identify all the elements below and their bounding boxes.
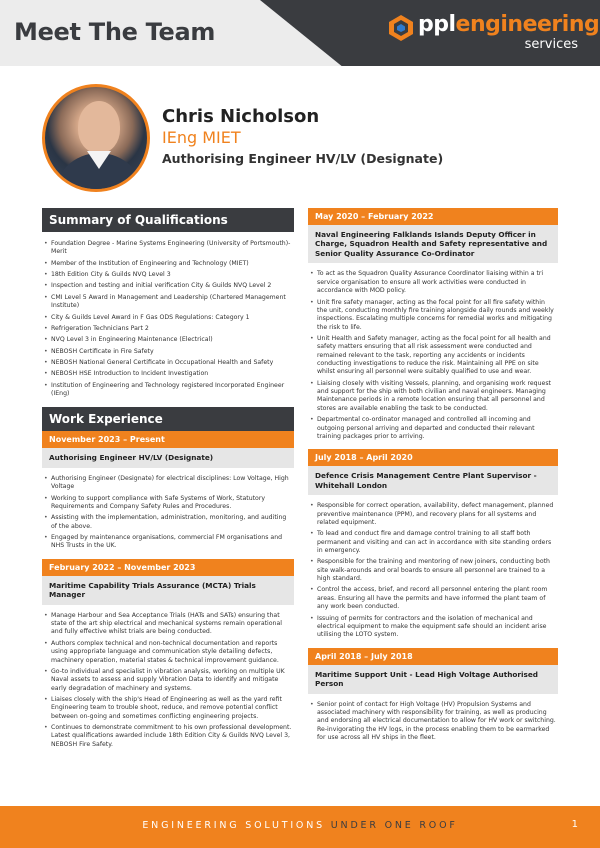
logo-services: services bbox=[524, 37, 578, 52]
list-item: • Go-to individual and specialist in vibration analysis, working on multiple UK Naval assets to assess and supply Vibration Data to identify and mitigate early degradation of machinery and systems. bbox=[42, 668, 292, 693]
list-item: • Unit fire safety manager, acting as the focal point for all fire safety within the unit, conducting monthly fire training alongside daily rounds and weekly inspections. Escalating multiple concerns for remedial works and mitigating the risk to life. bbox=[308, 299, 556, 332]
job-dates: July 2018 – April 2020 bbox=[308, 449, 558, 466]
list-item: • Refrigeration Technicians Part 2 bbox=[42, 325, 292, 333]
qualifications-list bbox=[42, 232, 294, 407]
list-item: • NEBOSH HSE Introduction to Incident Investigation bbox=[42, 370, 292, 378]
list-item: • Authors complex technical and non-technical documentation and reports using appropriate language and communication style detailing defects, machinery operation, material states & technical improvement guidance. bbox=[42, 640, 292, 665]
list-item: • Member of the Institution of Engineering and Technology (MIET) bbox=[42, 260, 292, 268]
job-duties-list bbox=[42, 468, 294, 559]
list-item: • Authorising Engineer (Designate) for electrical disciplines: Low Voltage, High Voltage bbox=[42, 475, 292, 492]
qualifications-heading: Summary of Qualifications bbox=[42, 208, 294, 232]
list-item: • CMI Level 5 Award in Management and Leadership (Chartered Management Institute) bbox=[42, 294, 292, 311]
list-item: • Senior point of contact for High Voltage (HV) Propulsion Systems and associated machinery with responsibility for training, as well as producing and endorsing all electrical documentation to allow for HV work or switching. Re-invigorating the HV logs, in the process enabling them to be earmarked for use across all HV ships in the fleet. bbox=[308, 701, 556, 743]
job-duties-list bbox=[308, 263, 558, 449]
left-column bbox=[42, 208, 294, 757]
job-duties-list bbox=[308, 495, 558, 647]
photo-head bbox=[78, 101, 120, 153]
list-item: • Assisting with the implementation, administration, monitoring, and auditing of the above. bbox=[42, 514, 292, 531]
page-title: Meet The Team bbox=[14, 18, 216, 46]
profile-role: Authorising Engineer HV/LV (Designate) bbox=[162, 151, 444, 166]
logo-wordmark bbox=[418, 12, 599, 37]
hexagon-logo-icon bbox=[388, 14, 414, 42]
list-item: • Unit Health and Safety manager, acting as the focal point for all health and safety matters ensuring that all risk assessment were conducted and remained relevant to the task, reporting any accidents or incidents conducting investigations to reduce the risk. Maintaining all PPE on site whilst ensuring all personnel were suitably qualified to use and wear. bbox=[308, 335, 556, 377]
list-item: • Liaises closely with the ship's Head of Engineering as well as the yard refit Engineering team to trouble shoot, reduce, and remove potential conflict between on-going and sometimes conflicting engineering projects. bbox=[42, 696, 292, 721]
list-item: • Issuing of permits for contractors and the isolation of mechanical and electrical equipment to make the equipment safe should an incident arise utilising the LOTO system. bbox=[308, 615, 556, 640]
list-item: • NEBOSH National General Certificate in Occupational Health and Safety bbox=[42, 359, 292, 367]
profile-name: Chris Nicholson bbox=[162, 106, 320, 127]
tagline-part-a: ENGINEERING SOLUTIONS bbox=[142, 820, 331, 831]
job-role: Naval Engineering Falklands Islands Deputy Officer in Charge, Squadron Health and Safety representative and Senior Quality Assurance Co-Ordinator bbox=[308, 225, 558, 263]
job-dates: April 2018 – July 2018 bbox=[308, 648, 558, 665]
company-logo bbox=[388, 12, 600, 56]
job-duties-list bbox=[42, 605, 294, 757]
right-column bbox=[308, 208, 558, 750]
list-item: • To act as the Squadron Quality Assurance Coordinator liaising within a tri service organisation to ensure all work activities were conducted in accordance with MOD policy. bbox=[308, 270, 556, 295]
job-role: Authorising Engineer HV/LV (Designate) bbox=[42, 448, 294, 467]
job-dates: May 2020 – February 2022 bbox=[308, 208, 558, 225]
list-item: • NVQ Level 3 in Engineering Maintenance (Electrical) bbox=[42, 336, 292, 344]
job-dates: February 2022 – November 2023 bbox=[42, 559, 294, 576]
list-item: • Engaged by maintenance organisations, commercial FM organisations and NHS Trusts in the UK. bbox=[42, 534, 292, 551]
page-footer bbox=[0, 806, 600, 848]
work-experience-heading: Work Experience bbox=[42, 407, 294, 431]
job-dates: November 2023 – Present bbox=[42, 431, 294, 448]
list-item: • Continues to demonstrate commitment to his own professional development. Latest qualifications awarded include 18th Edition City & Guilds NVQ Level 3, NEBOSH Fire Safety. bbox=[42, 724, 292, 749]
list-item: • Institution of Engineering and Technology registered Incorporated Engineer (IEng) bbox=[42, 382, 292, 399]
list-item: • Foundation Degree - Marine Systems Engineering (University of Portsmouth)-Merit bbox=[42, 240, 292, 257]
list-item: • Inspection and testing and initial verification City & Guilds NVQ Level 2 bbox=[42, 282, 292, 290]
logo-engineering: engineering bbox=[455, 12, 600, 37]
job-role: Maritime Capability Trials Assurance (MCTA) Trials Manager bbox=[42, 576, 294, 605]
tagline-part-b: UNDER ONE ROOF bbox=[330, 820, 458, 831]
list-item: • 18th Edition City & Guilds NVQ Level 3 bbox=[42, 271, 292, 279]
list-item: • Departmental co-ordinator managed and controlled all incoming and outgoing personal arriving and departed and conducted their relevant training packages prior to arriving. bbox=[308, 416, 556, 441]
list-item: • Liaising closely with visiting Vessels, planning, and organising work request and support for the ship with both civilian and naval engineers. Managing Maintenance periods in a remote location ensuring that all personnel and stores are available enabling the task to be conducted. bbox=[308, 380, 556, 413]
list-item: • To lead and conduct fire and damage control training to all staff both permanent and visiting and can act in accordance with site standing orders in emergency. bbox=[308, 530, 556, 555]
job-role: Defence Crisis Management Centre Plant Supervisor - Whitehall London bbox=[308, 466, 558, 495]
list-item: • Working to support compliance with Safe Systems of Work, Statutory Requirements and Company Safety Rules and Procedures. bbox=[42, 495, 292, 512]
list-item: • NEBOSH Certificate in Fire Safety bbox=[42, 348, 292, 356]
list-item: • Responsible for correct operation, availability, defect management, planned preventive maintenance (PPM), and recovery plans for all systems and related equipment. bbox=[308, 502, 556, 527]
list-item: • Control the access, brief, and record all personnel entering the plant room areas. Ensuring all have the permits and have informed the plant team of any work been conducted. bbox=[308, 586, 556, 611]
list-item: • Manage Harbour and Sea Acceptance Trials (HATs and SATs) ensuring that state of the art ship electrical and mechanical systems remain operational and fully effective whilst trials are being conducted. bbox=[42, 612, 292, 637]
list-item: • Responsible for the training and mentoring of new joiners, conducting both site walk-arounds and oral boards to ensure all personnel are trained to a high standard. bbox=[308, 558, 556, 583]
job-duties-list bbox=[308, 694, 558, 751]
page-number: 1 bbox=[571, 819, 578, 830]
profile-postnominals: IEng MIET bbox=[162, 128, 241, 147]
logo-ppl: ppl bbox=[418, 12, 456, 37]
footer-tagline bbox=[0, 820, 600, 831]
job-role: Maritime Support Unit - Lead High Voltage Authorised Person bbox=[308, 665, 558, 694]
profile-photo bbox=[42, 84, 150, 192]
list-item: • City & Guilds Level Award in F Gas ODS Regulations: Category 1 bbox=[42, 314, 292, 322]
